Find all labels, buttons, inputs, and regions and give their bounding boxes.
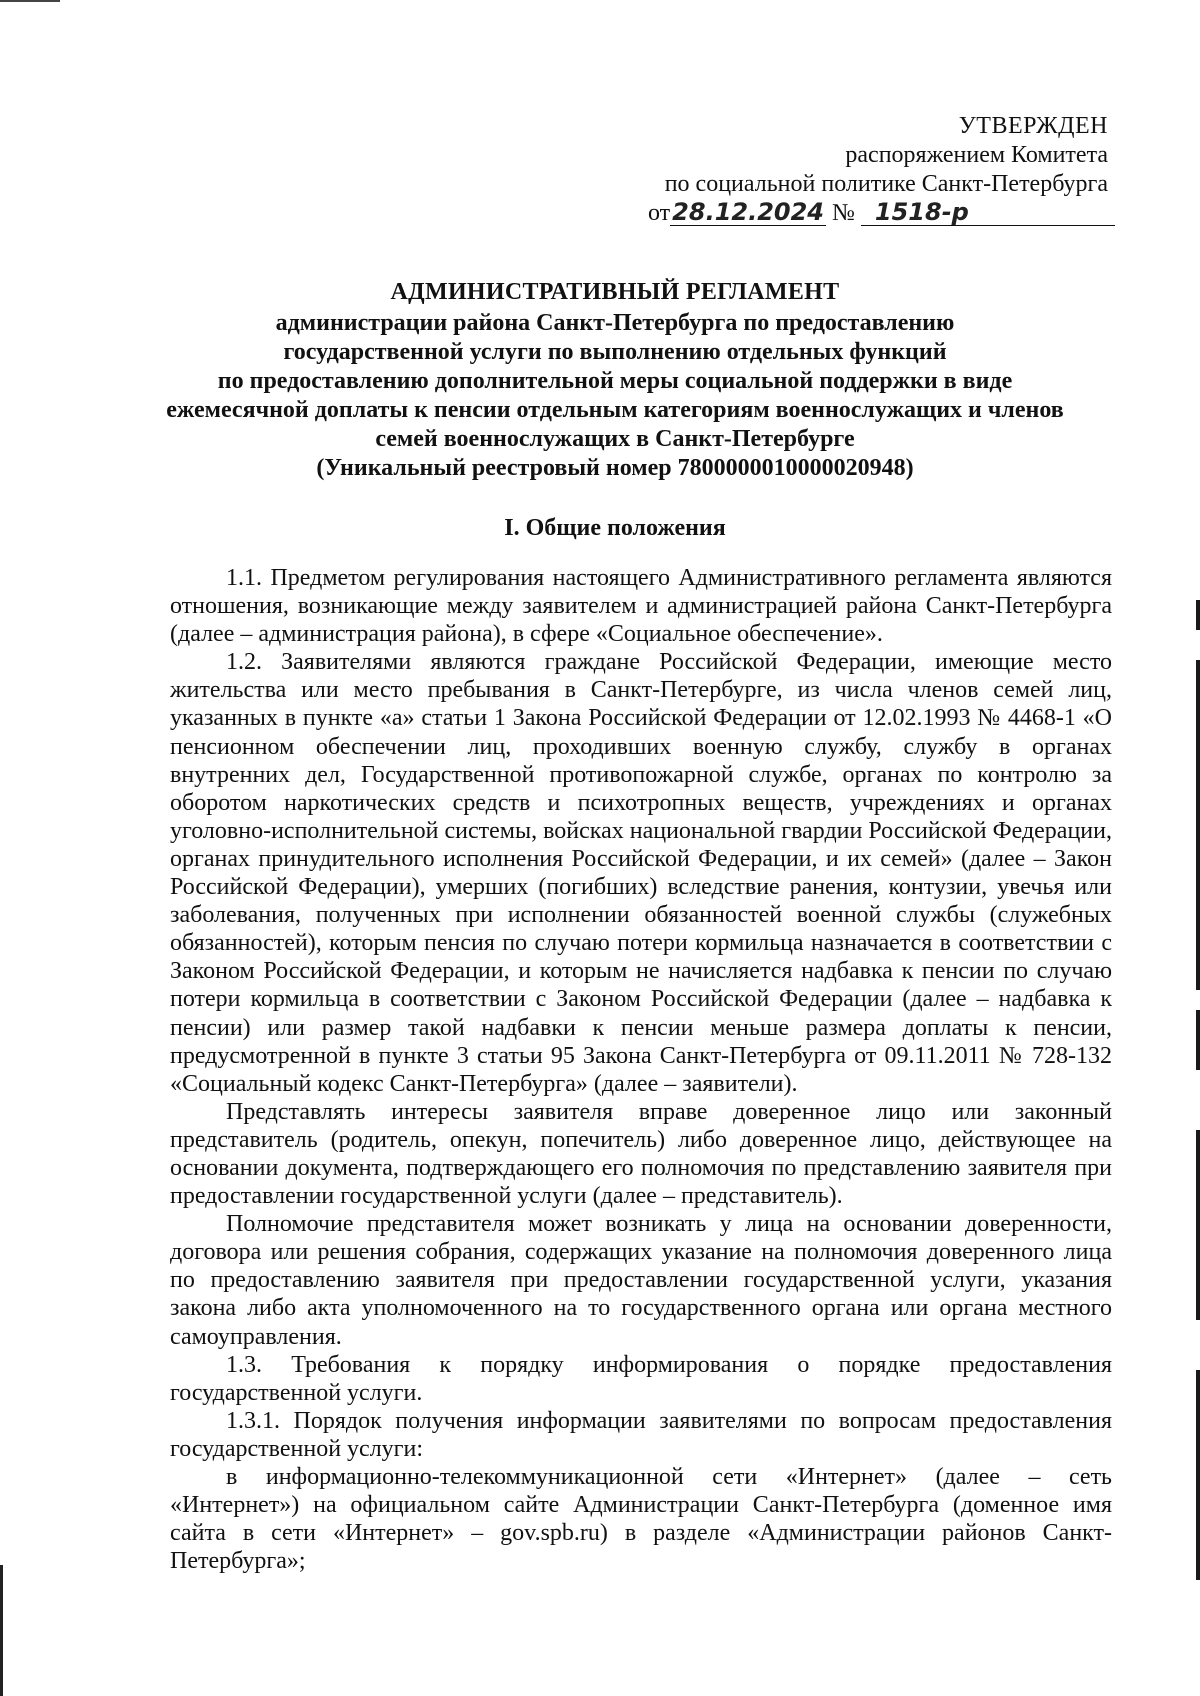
- scan-mark: [0, 0, 60, 2]
- section-heading: I. Общие положения: [504, 515, 726, 541]
- approval-block: [648, 112, 1108, 228]
- paragraph: 1.1. Предметом регулирования настоящего Административного регламента являются отношения, возникающие между заявителем и администрацией района Санкт-Петербурга (далее – администрация района), в сфере «Социальное обеспечение».: [170, 565, 1112, 648]
- approval-line: по социальной политике Санкт-Петербурга: [664, 171, 1108, 197]
- scan-edge-right: [1196, 660, 1200, 990]
- title-line: по предоставлению дополнительной меры социальной поддержки в виде: [217, 368, 1013, 394]
- handwritten-date: 28.12.2024: [672, 198, 824, 226]
- title-line: администрации района Санкт-Петербурга по предоставлению: [275, 310, 955, 336]
- body-text: [170, 564, 1112, 1575]
- handwritten-number: 1518-р: [861, 199, 1115, 226]
- paragraph: Полномочие представителя может возникать у лица на основании доверенности, договора или решения собрания, содержащих указание на полномочия доверенного лица по предоставлению заявителя при предоставлении государственной услуги, указания закона либо акта уполномоченного на то государственного органа или органа местного самоуправления.: [170, 1211, 1112, 1350]
- order-date-number: [648, 199, 1108, 228]
- paragraph: Представлять интересы заявителя вправе доверенное лицо или законный представитель (родитель, опекун, попечитель) либо доверенное лицо, действующее на основании документа, подтверждающего его полномочия по представлению заявителя при предоставлении государственной услуги (далее – представитель).: [170, 1098, 1112, 1210]
- paragraph: в информационно-телекоммуникационной сети «Интернет» (далее – сеть «Интернет») на официальном сайте Администрации Санкт-Петербурга (доменное имя сайта в сети «Интернет» – gov.spb.ru) в разделе «Администрации районов Санкт-Петербурга»;: [170, 1464, 1112, 1575]
- scan-edge-left: [0, 1565, 3, 1696]
- scan-edge-right: [1196, 600, 1200, 630]
- paragraph: 1.2. Заявителями являются граждане Российской Федерации, имеющие место жительства или место пребывания в Санкт-Петербурге, из числа членов семей лиц, указанных в пункте «а» статьи 1 Закона Российской Федерации от 12.02.1993 № 4468-1 «О пенсионном обеспечении лиц, проходивших военную службу, службу в органах внутренних дел, Государственной противопожарной службе, органах по контролю за оборотом наркотических средств и психотропных веществ, учреждениях и органах уголовно-исполнительной системы, войсках национальной гвардии Российской Федерации, органах принудительного исполнения Российской Федерации, и их семей» (далее – Закон Российской Федерации), умерших (погибших) вследствие ранения, контузии, увечья или заболевания, полученных при исполнении обязанностей военной службы (служебных обязанностей), которым пенсия по случаю потери кормильца назначается в соответствии с Законом Российской Федерации, и которым не начисляется надбавка к пенсии по случаю потери кормильца в соответствии с Законом Российской Федерации (далее – надбавка к пенсии) или размер такой надбавки к пенсии меньше размера доплаты к пенсии, предусмотренной в пункте 3 статьи 95 Закона Санкт-Петербурга от 09.11.2011 № 728-132 «Социальный кодекс Санкт-Петербурга» (далее – заявители).: [170, 649, 1112, 1097]
- registry-number: (Уникальный реестровый номер 7800000010000020948): [316, 455, 914, 481]
- scan-edge-right: [1196, 1130, 1200, 1320]
- approval-title: УТВЕРЖДЕН: [958, 113, 1108, 139]
- scan-edge-right: [1196, 1370, 1200, 1580]
- title-line: ежемесячной доплаты к пенсии отдельным категориям военнослужащих и членов: [166, 397, 1064, 423]
- document-title: [150, 278, 1080, 483]
- title-line: семей военнослужащих в Санкт-Петербурге: [375, 426, 855, 452]
- date-prefix: от: [648, 200, 671, 226]
- title-line: государственной услуги по выполнению отдельных функций: [283, 339, 947, 365]
- number-sign: №: [832, 200, 855, 226]
- paragraph: 1.3. Требования к порядку информирования о порядке предоставления государственной услуги.: [170, 1351, 1112, 1406]
- title-main: АДМИНИСТРАТИВНЫЙ РЕГЛАМЕНТ: [390, 279, 840, 305]
- paragraph: 1.3.1. Порядок получения информации заявителями по вопросам предоставления государственной услуги:: [170, 1407, 1112, 1462]
- scan-edge-right: [1196, 1010, 1200, 1070]
- approval-line: распоряжением Комитета: [845, 142, 1108, 168]
